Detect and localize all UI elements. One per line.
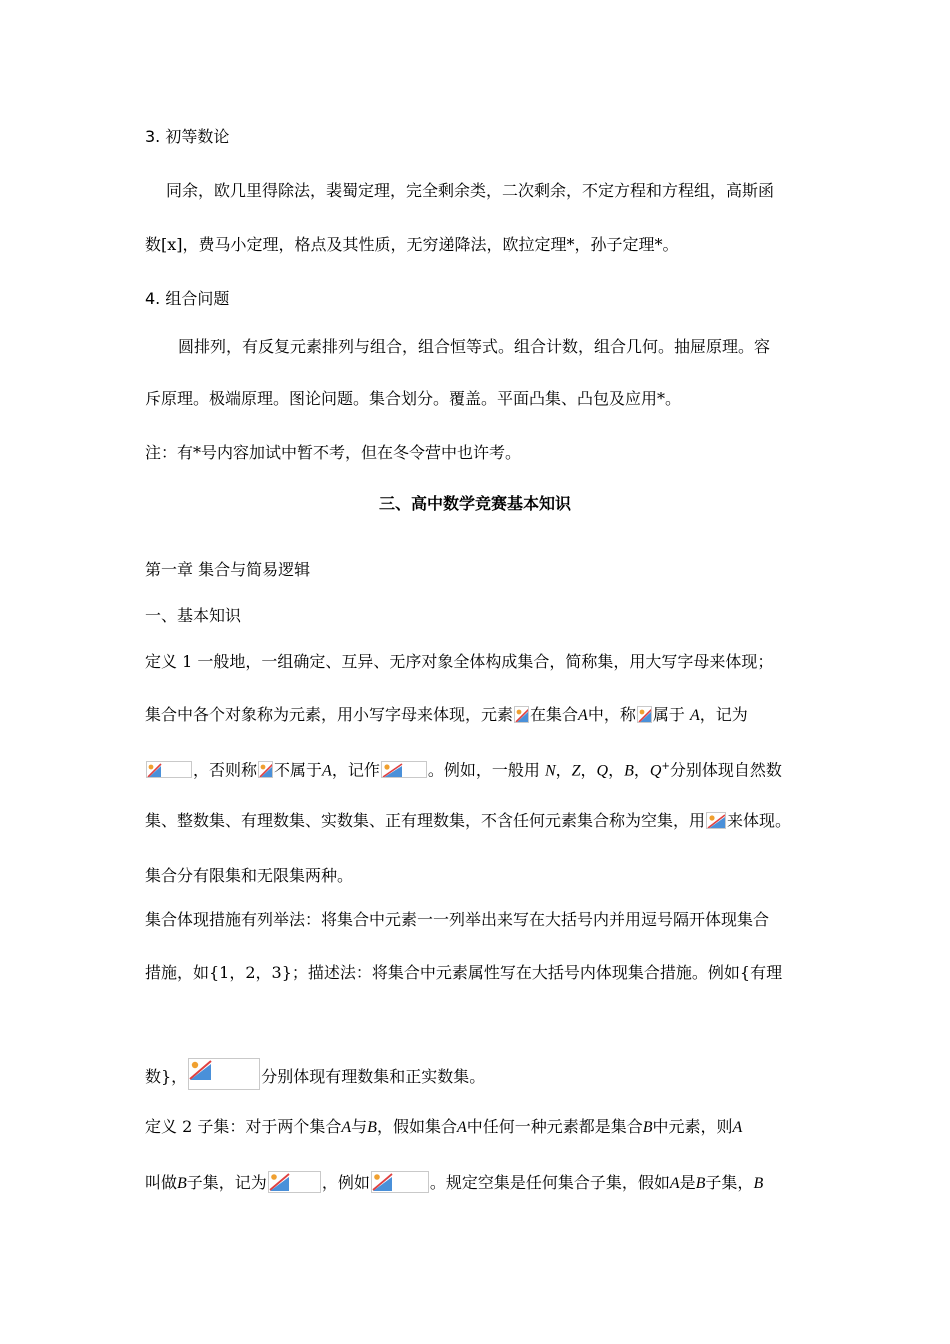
text: 在集合 (530, 705, 579, 724)
text: 定义 2 子集：对于两个集合 (145, 1117, 342, 1136)
text: 分别体现自然数 (669, 760, 782, 780)
text: 分别体现有理数集和正实数集。 (261, 1067, 486, 1086)
var-A: A (341, 1119, 352, 1136)
var-A: A (322, 762, 332, 780)
def1-line8 (145, 1058, 485, 1090)
var-Q: Q (596, 762, 609, 780)
text: 属于 (652, 705, 685, 724)
def1-line7: 措施，如{1，2，3}；描述法：将集合中元素属性写在大括号内体现集合措施。例如{有理 (145, 963, 783, 982)
def1-line3 (145, 757, 782, 781)
text: 叫做 (145, 1173, 178, 1192)
broken-image-icon (371, 1171, 429, 1193)
def2-line2 (145, 1171, 763, 1194)
var-A: A (456, 1119, 467, 1136)
var-B: B (695, 1175, 706, 1192)
section-heading: 三、高中数学竞赛基本知识 (378, 494, 571, 513)
section-3-title: 3. 初等数论 (145, 127, 230, 146)
text: ，记为 (699, 705, 748, 724)
text: ， (580, 760, 597, 780)
text: ，否则称 (193, 760, 258, 780)
broken-image-icon (188, 1058, 260, 1090)
text: 子集，记为 (186, 1173, 267, 1192)
section-3-para-line1 (166, 181, 804, 201)
text: 与 (351, 1117, 368, 1136)
var-Z: Z (571, 762, 581, 780)
def1-line4 (145, 811, 791, 831)
broken-image-icon (258, 761, 273, 778)
broken-image-icon (514, 706, 529, 723)
section-4-para-line1: 圆排列，有反复元素排列与组合，组合恒等式。组合计数，组合几何。抽屉原理。容 (178, 337, 771, 356)
var-B: B (177, 1175, 187, 1192)
text: ， (555, 760, 572, 780)
text: ，假如集合 (376, 1117, 457, 1136)
text: ，例如 (321, 1173, 370, 1192)
text: 子集， (705, 1173, 754, 1192)
section-4-para-line2: 斥原理。极端原理。图论问题。集合划分。覆盖。平面凸集、凸包及应用*。 (145, 389, 682, 408)
var-B: B (624, 762, 634, 780)
var-B: B (642, 1119, 653, 1136)
text: 来体现。 (727, 811, 792, 830)
subsection-title: 一、基本知识 (145, 606, 242, 625)
text: 集、整数集、有理数集、实数集、正有理数集，不含任何元素集合称为空集，用 (145, 811, 706, 830)
text: 不属于 (274, 760, 323, 780)
def1-line6: 集合体现措施有列举法：将集合中元素一一列举出来写在大括号内并用逗号隔开体现集合 (145, 910, 770, 929)
var-A: A (578, 707, 588, 724)
var-B: B (367, 1119, 377, 1136)
broken-image-icon (381, 761, 427, 778)
text: ， (608, 760, 625, 780)
var-A: A (669, 1175, 680, 1192)
text: 同余，欧几里得除法，裴蜀定理，完全剩余类，二次剩余，不定方程和方程组，高斯函 (166, 181, 775, 200)
var-N: N (544, 762, 556, 780)
broken-image-icon (637, 706, 652, 723)
broken-image-icon (268, 1171, 321, 1193)
var-A: A (689, 707, 700, 724)
section-4-title: 4. 组合问题 (145, 289, 230, 308)
def1-line2 (145, 705, 748, 726)
def1-line5: 集合分有限集和无限集两种。 (145, 866, 354, 885)
var-B: B (753, 1175, 764, 1192)
broken-image-icon (146, 761, 192, 778)
text: 中，称 (587, 705, 636, 724)
text: 。例如，一般用 (427, 760, 540, 780)
text: 。规定空集是任何集合子集，假如 (429, 1173, 670, 1192)
superscript-plus: + (661, 761, 670, 772)
text: 中任何一种元素都是集合 (466, 1117, 643, 1136)
text: 是 (679, 1173, 696, 1192)
section-3-para-line2: 数[x]，费马小定理，格点及其性质，无穷递降法，欧拉定理*，孙子定理*。 (145, 235, 679, 254)
def2-line1 (145, 1117, 742, 1138)
broken-image-icon (706, 812, 726, 829)
chapter-title: 第一章 集合与简易逻辑 (145, 560, 311, 579)
def1-line1: 定义 1 一般地，一组确定、互异、无序对象全体构成集合，简称集，用大写字母来体现； (145, 652, 774, 671)
text: 数}， (145, 1067, 188, 1086)
var-Q-plus: Q (649, 762, 662, 780)
var-A: A (732, 1119, 743, 1136)
text: 集合中各个对象称为元素，用小写字母来体现，元素 (145, 705, 514, 724)
text: 中元素，则 (652, 1117, 733, 1136)
text: ，记作 (331, 760, 380, 780)
note: 注：有*号内容加试中暂不考，但在冬令营中也许考。 (145, 443, 522, 462)
text: ， (633, 760, 650, 780)
